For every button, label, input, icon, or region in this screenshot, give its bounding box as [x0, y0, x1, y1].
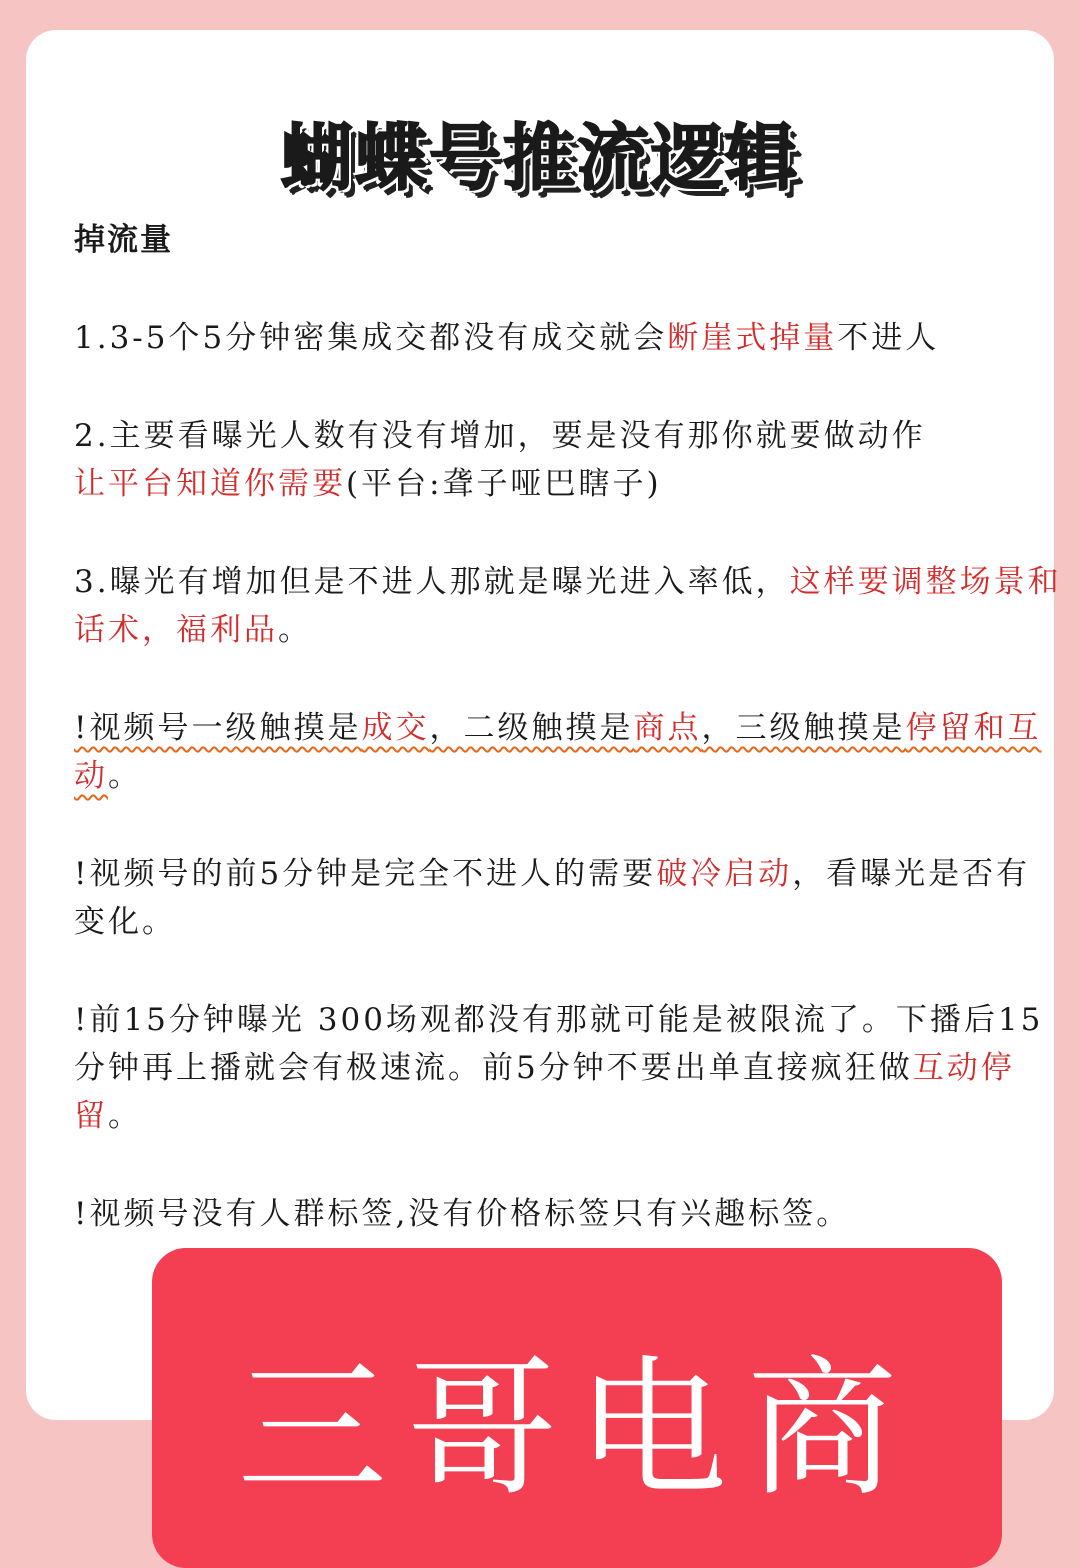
paragraph-3-text: 3.曝光有增加但是不进人那就是曝光进入率低，	[74, 564, 790, 600]
page-title: 蝴蝶号推流逻辑	[280, 116, 799, 200]
brand-banner	[152, 1248, 1002, 1568]
paragraph-6-text-end: 。	[108, 1098, 142, 1134]
content-card	[26, 30, 1062, 1517]
paragraph-5	[74, 850, 1064, 946]
paragraph-2	[74, 412, 1064, 508]
paragraph-3	[74, 558, 1064, 654]
paragraph-2-highlight: 让平台知道你需要	[74, 466, 346, 502]
paragraph-2-text: 2.主要看曝光人数有没有增加，要是没有那你就要做动作	[74, 418, 926, 454]
article-body	[74, 216, 1064, 1238]
paragraph-4-text: !视频号一级触摸是	[74, 710, 362, 746]
paragraph-4-highlight-3: 停留和互动	[74, 710, 1042, 794]
paragraph-2-text-end: (平台:聋子哑巴瞎子)	[346, 466, 662, 502]
paragraph-6-highlight: 互动停留	[74, 1050, 1015, 1134]
paragraph-4	[74, 704, 1064, 800]
paragraph-4-text-end: 。	[108, 758, 142, 794]
paragraph-5-text: !视频号的前5分钟是完全不进人的需要	[74, 856, 657, 892]
brand-banner-text: 三哥电商	[236, 1343, 917, 1517]
paragraph-3-highlight: 这样要调整场景和话术，福利品	[74, 564, 1062, 648]
paragraph-1-text: 1.3-5个5分钟密集成交都没有成交就会	[74, 320, 668, 356]
paragraph-3-text-end: 。	[278, 612, 312, 648]
paragraph-4-highlight-1: 成交	[361, 710, 430, 746]
paragraph-4-text-3: ，三级触摸是	[701, 710, 906, 746]
paragraph-4-underlined	[74, 710, 1041, 794]
paragraph-4-highlight-2: 商点	[633, 710, 702, 746]
section-heading: 掉流量	[74, 222, 173, 258]
paragraph-4-text-2: ，二级触摸是	[429, 710, 634, 746]
paragraph-5-highlight: 破冷启动	[656, 856, 793, 892]
paragraph-7-text: !视频号没有人群标签,没有价格标签只有兴趣标签。	[74, 1196, 851, 1232]
paragraph-6-text: !前15分钟曝光 300场观都没有那就可能是被限流了。下播后15分钟再上播就会有极速流。前5分钟不要出单直接疯狂做	[74, 1002, 1044, 1086]
paragraph-7	[74, 1190, 1064, 1238]
paragraph-5-text-end: ，看曝光是否有变化。	[74, 856, 1031, 940]
paragraph-1-text-end: 不进人	[837, 320, 940, 356]
paragraph-6	[74, 996, 1064, 1140]
paragraph-1	[74, 314, 1064, 362]
paragraph-1-highlight: 断崖式掉量	[667, 320, 838, 356]
